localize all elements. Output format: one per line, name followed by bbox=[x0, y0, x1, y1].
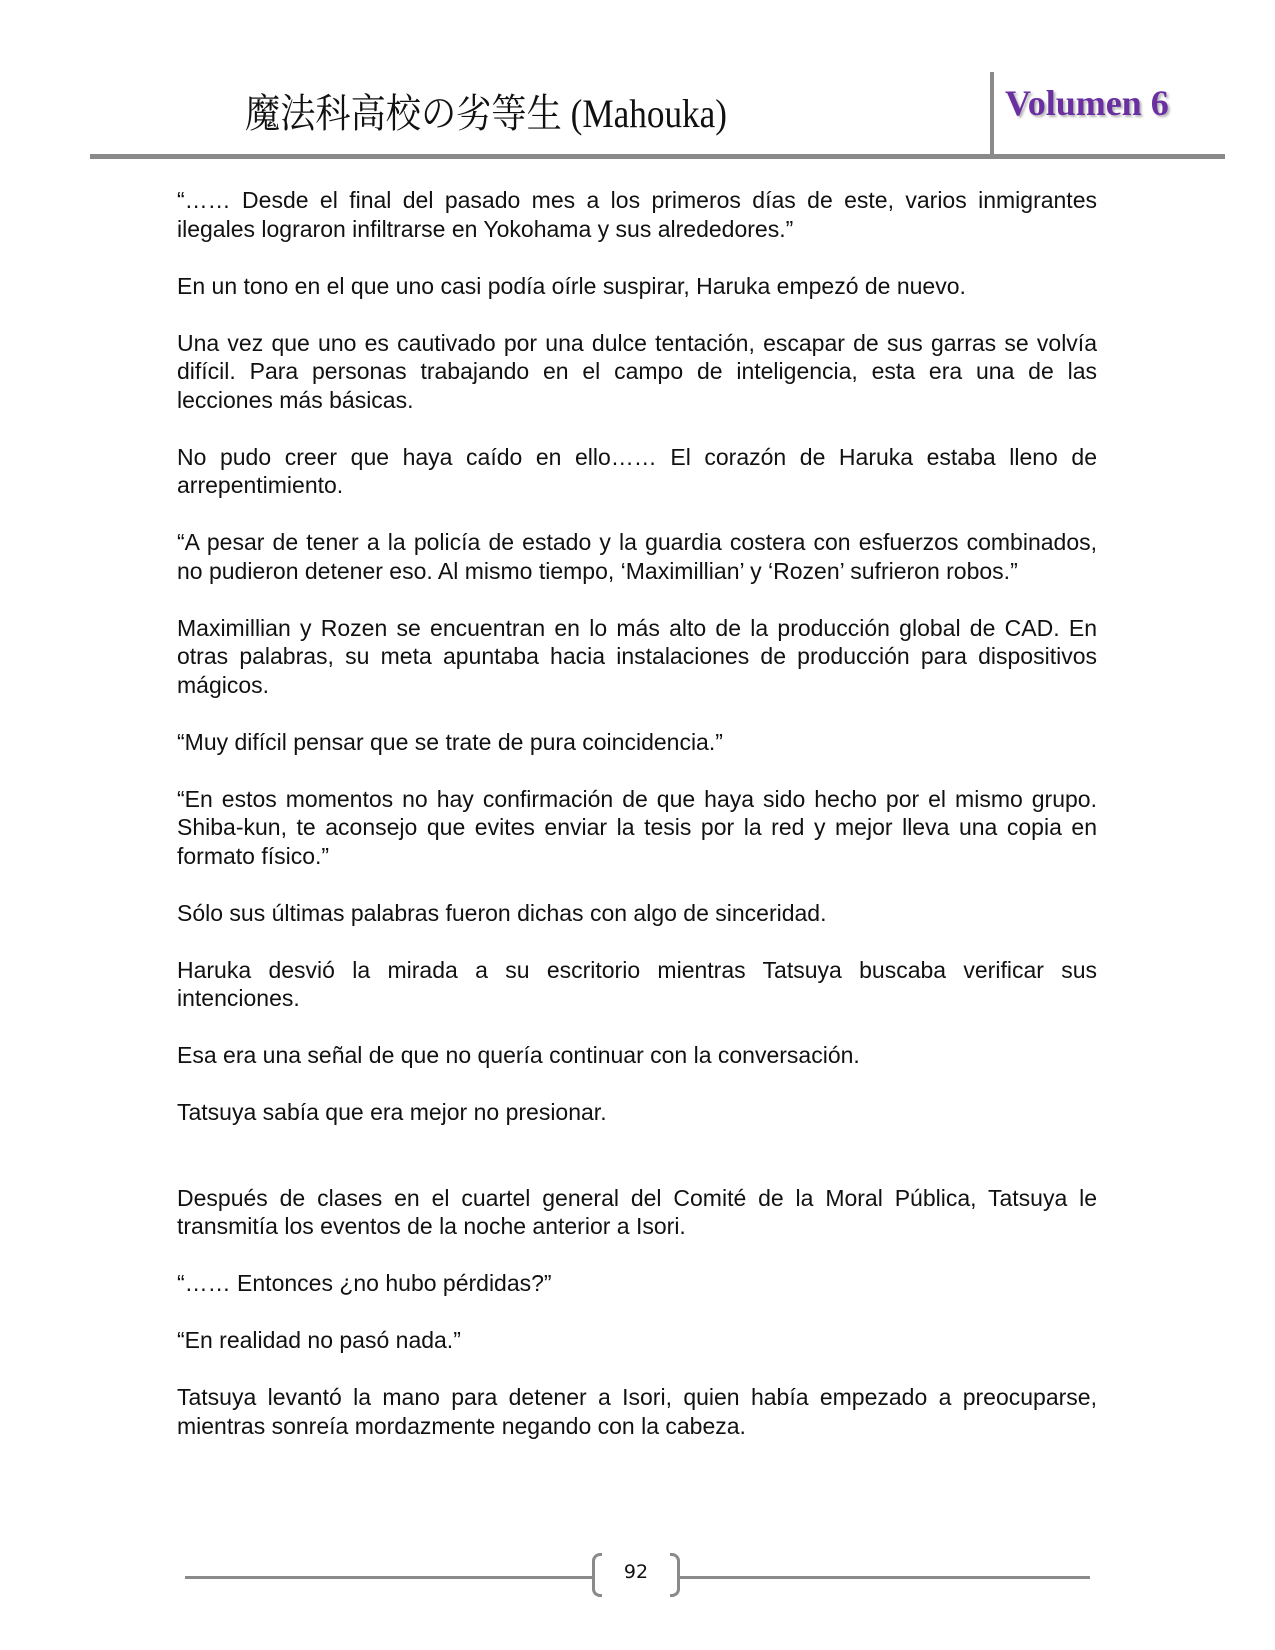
volume-label: Volumen 6 bbox=[1005, 83, 1169, 123]
right-bracket-icon bbox=[670, 1553, 680, 1597]
paragraph: “…… Desde el final del pasado mes a los primeros días de este, varios inmigrantes ilegales lograron infiltrarse en Yokohama y sus alrededores.” bbox=[177, 187, 1097, 242]
paragraph: Sólo sus últimas palabras fueron dichas con algo de sinceridad. bbox=[177, 899, 827, 926]
paragraph: “En realidad no pasó nada.” bbox=[177, 1327, 461, 1353]
paragraph: Tatsuya levantó la mano para detener a Isori, quien había empezado a preocuparse, mientras sonreía mordazmente negando con la cabeza. bbox=[177, 1384, 1097, 1439]
page-number: 92 bbox=[623, 1561, 649, 1583]
book-title: 魔法科高校の劣等生 (Mahouka) bbox=[245, 91, 727, 136]
paragraph: Tatsuya sabía que era mejor no presionar. bbox=[177, 1099, 607, 1125]
paragraph: No pudo creer que haya caído en ello…… El corazón de Haruka estaba lleno de arrepentimiento. bbox=[177, 443, 1097, 498]
paragraph: En un tono en el que uno casi podía oírle suspirar, Haruka empezó de nuevo. bbox=[177, 272, 966, 299]
paragraph: “En estos momentos no hay confirmación de que haya sido hecho por el mismo grupo. Shiba-kun, te aconsejo que evites enviar la tesis por la red y mejor lleva una copia en formato físico.” bbox=[177, 785, 1097, 869]
header-rule bbox=[90, 154, 1225, 159]
paragraph: Maximillian y Rozen se encuentran en lo más alto de la producción global de CAD. En otras palabras, su meta apuntaba hacia instalaciones de producción para dispositivos mágicos. bbox=[177, 614, 1097, 698]
paragraph: Esa era una señal de que no quería continuar con la conversación. bbox=[177, 1042, 860, 1068]
paragraph: “Muy difícil pensar que se trate de pura coincidencia.” bbox=[177, 728, 723, 755]
page-body bbox=[177, 186, 1097, 1469]
paragraph: Después de clases en el cuartel general del Comité de la Moral Pública, Tatsuya le transmitía los eventos de la noche anterior a Isori. bbox=[177, 1184, 1097, 1239]
header-divider bbox=[990, 72, 994, 158]
paragraph: “A pesar de tener a la policía de estado y la guardia costera con esfuerzos combinados, no pudieron detener eso. Al mismo tiempo, ‘Maximillian’ y ‘Rozen’ sufrieron robos.” bbox=[177, 529, 1097, 584]
footer-rule-right bbox=[680, 1576, 1090, 1579]
footer-rule-left bbox=[185, 1576, 595, 1579]
paragraph: “…… Entonces ¿no hubo pérdidas?” bbox=[177, 1270, 552, 1296]
paragraph: Una vez que uno es cautivado por una dulce tentación, escapar de sus garras se volvía difícil. Para personas trabajando en el campo de inteligencia, esta era una de las lecciones más básicas. bbox=[177, 329, 1097, 413]
left-bracket-icon bbox=[592, 1553, 602, 1597]
paragraph: Haruka desvió la mirada a su escritorio mientras Tatsuya buscaba verificar sus intenciones. bbox=[177, 956, 1097, 1011]
